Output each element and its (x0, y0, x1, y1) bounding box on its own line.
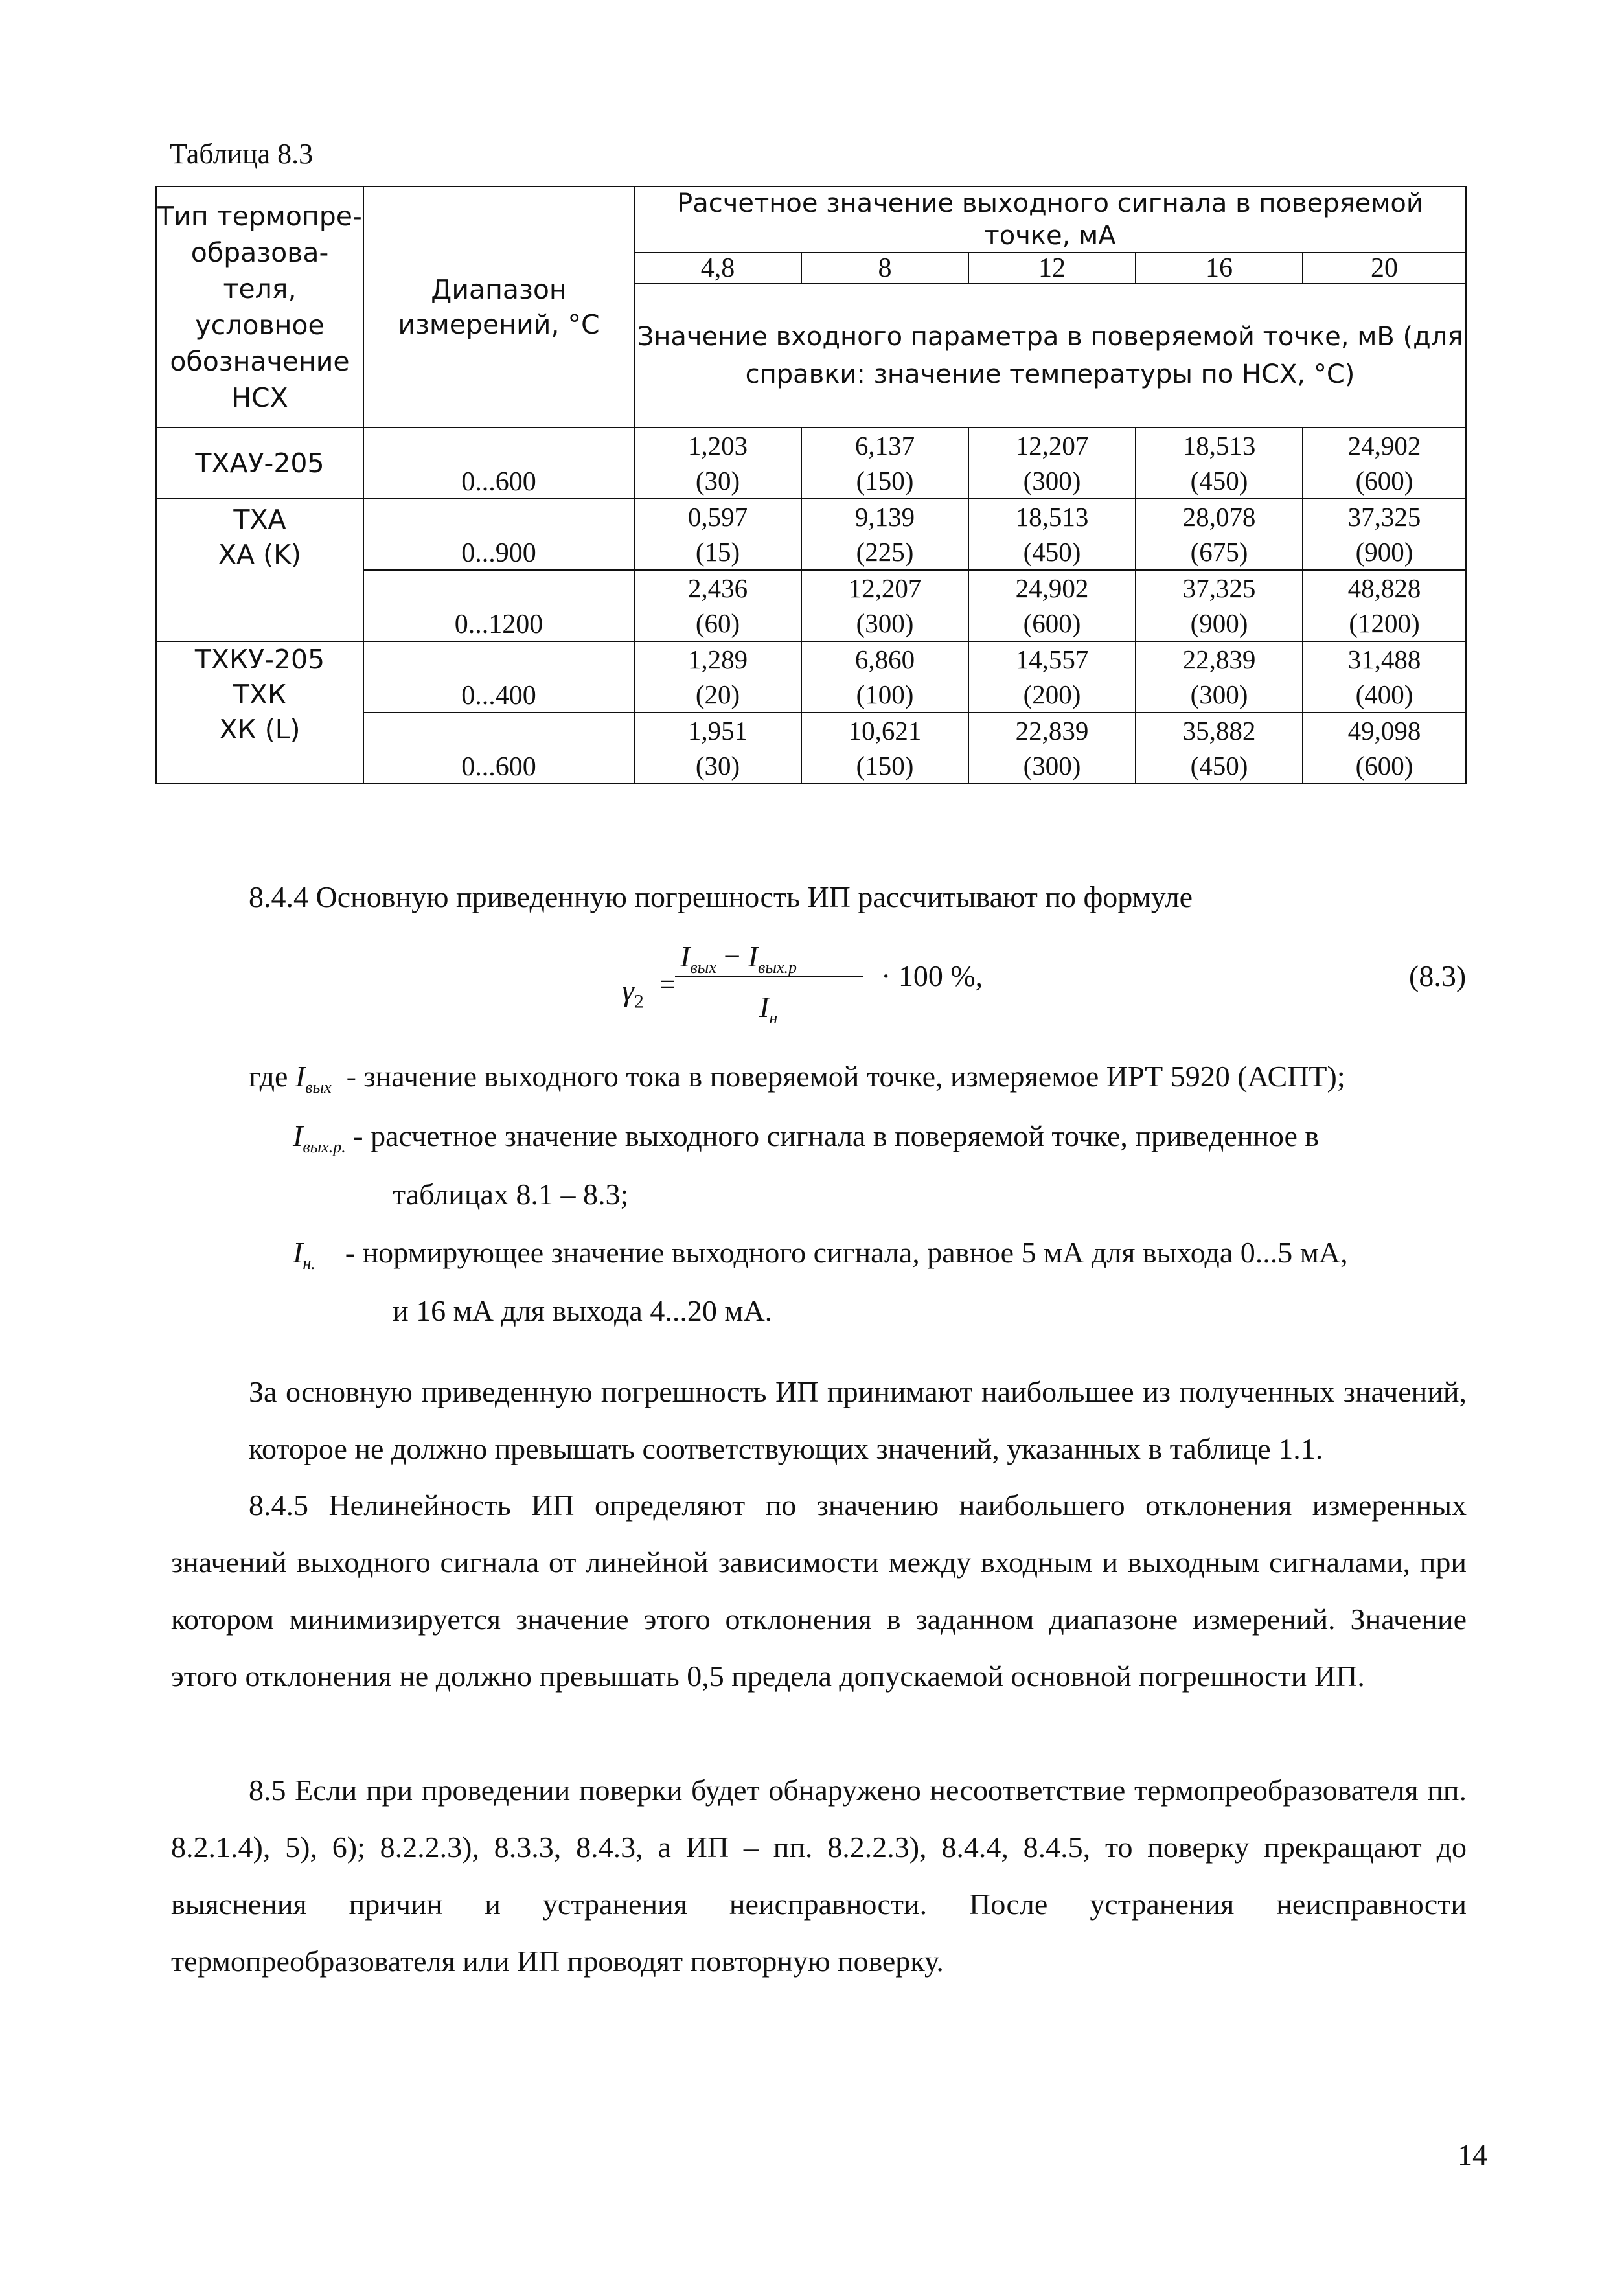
row-range: 0...1200 (363, 570, 634, 641)
table-cell: 18,513 (450) (968, 499, 1136, 570)
table-cell: 22,839 (300) (968, 713, 1136, 784)
table-cell: 9,139 (225) (801, 499, 968, 570)
formula-8-3 (622, 939, 1075, 1043)
paragraph-8-4-4: 8.4.4 Основную приведенную погрешность ИП рассчитывают по формуле (249, 880, 1193, 913)
header-point: 4,8 (634, 253, 801, 284)
row-type: ТХКУ-205 ТХК ХК (L) (156, 641, 363, 784)
header-type: Тип термопре-образова-теля, условное обозначение НСХ (156, 187, 363, 428)
formula-number: (8.3) (1409, 959, 1467, 992)
thermocouple-table (155, 186, 1467, 784)
paragraph-8-5: 8.5 Если при проведении поверки будет обнаружено несоответствие термопреобразователя пп. 8.2.1.4), 5), 6); 8.2.2.3), 8.3.3, 8.4.3, а ИП – пп. 8.2.2.3), 8.4.4, 8.4.5, то поверку прекращают до выяснения причин и устранения неисправности. После устранения неисправности термопреобразователя или ИП проводят повторную поверку. (171, 1774, 1467, 1978)
table-cell: 1,203 (30) (634, 428, 801, 499)
table-cell: 12,207 (300) (968, 428, 1136, 499)
formula-gamma: $\gamma_2$ (622, 974, 644, 1012)
header-point: 8 (801, 253, 968, 284)
header-output: Расчетное значение выходного сигнала в поверяемой точке, мА (634, 187, 1466, 253)
paragraph-main-error: За основную приведенную погрешность ИП принимают наибольшее из полученных значений, которое не должно превышать соответствующих значений, указанных в таблице 1.1. (249, 1375, 1467, 1465)
header-point: 20 (1303, 253, 1466, 284)
table-cell: 28,078 (675) (1136, 499, 1303, 570)
table-cell: 37,325 (900) (1303, 499, 1466, 570)
definition-i-out: где $I_{вых}$ - значение выходного тока в поверяемой точке, измеряемое ИРТ 5920 (АСПТ); (249, 1060, 1345, 1097)
table-caption: Таблица 8.3 (170, 138, 314, 170)
table-cell: 22,839 (300) (1136, 641, 1303, 713)
header-range: Диапазон измерений, °С (363, 187, 634, 428)
definition-i-norm-cont: и 16 мА для выхода 4...20 мА. (393, 1294, 773, 1327)
formula-numerator: $I_{вых} - I_{вых.р}$ (680, 940, 797, 977)
table-cell: 49,098 (600) (1303, 713, 1466, 784)
header-point: 16 (1136, 253, 1303, 284)
table-cell: 24,902 (600) (1303, 428, 1466, 499)
table-cell: 6,137 (150) (801, 428, 968, 499)
definition-i-calc: $I_{вых.р.}$ - расчетное значение выходного сигнала в поверяемой точке, приведенное в (293, 1119, 1320, 1157)
table-cell: 31,488 (400) (1303, 641, 1466, 713)
formula-eq: = (659, 968, 676, 1000)
paragraph-8-4-5: 8.4.5 Нелинейность ИП определяют по значению наибольшего отклонения измеренных значений выходного сигнала от линейной зависимости между входным и выходным сигналами, при котором минимизируется значение этого отклонения в заданном диапазоне измерений. Значение этого отклонения не должно превышать 0,5 предела допускаемой основной погрешности ИП. (171, 1489, 1467, 1693)
row-range: 0...400 (363, 641, 634, 713)
formula-fraction-line (675, 976, 863, 977)
definition-i-norm: $I_{н.}$ - нормирующее значение выходного сигнала, равное 5 мА для выхода 0...5 мА, (293, 1236, 1348, 1273)
definition-i-calc-cont: таблицах 8.1 – 8.3; (393, 1178, 629, 1211)
table-cell: 1,951 (30) (634, 713, 801, 784)
table-cell: 12,207 (300) (801, 570, 968, 641)
table-cell: 6,860 (100) (801, 641, 968, 713)
row-type: ТХА ХА (K) (156, 499, 363, 641)
table-cell: 24,902 (600) (968, 570, 1136, 641)
row-range: 0...900 (363, 499, 634, 570)
row-range: 0...600 (363, 713, 634, 784)
row-type: ТХАУ-205 (156, 428, 363, 499)
table-cell: 37,325 (900) (1136, 570, 1303, 641)
header-point: 12 (968, 253, 1136, 284)
formula-multiplier: · 100 %, (881, 959, 983, 992)
formula-denominator: $I_н$ (759, 990, 778, 1028)
table-cell: 2,436 (60) (634, 570, 801, 641)
table-cell: 1,289 (20) (634, 641, 801, 713)
table-cell: 48,828 (1200) (1303, 570, 1466, 641)
table-cell: 0,597 (15) (634, 499, 801, 570)
row-range: 0...600 (363, 428, 634, 499)
table-cell: 18,513 (450) (1136, 428, 1303, 499)
header-input: Значение входного параметра в поверяемой точке, мВ (для справки: значение температуры по НСХ, °С) (634, 284, 1466, 428)
page-number: 14 (1458, 2138, 1487, 2171)
table-cell: 10,621 (150) (801, 713, 968, 784)
table-cell: 14,557 (200) (968, 641, 1136, 713)
table-cell: 35,882 (450) (1136, 713, 1303, 784)
